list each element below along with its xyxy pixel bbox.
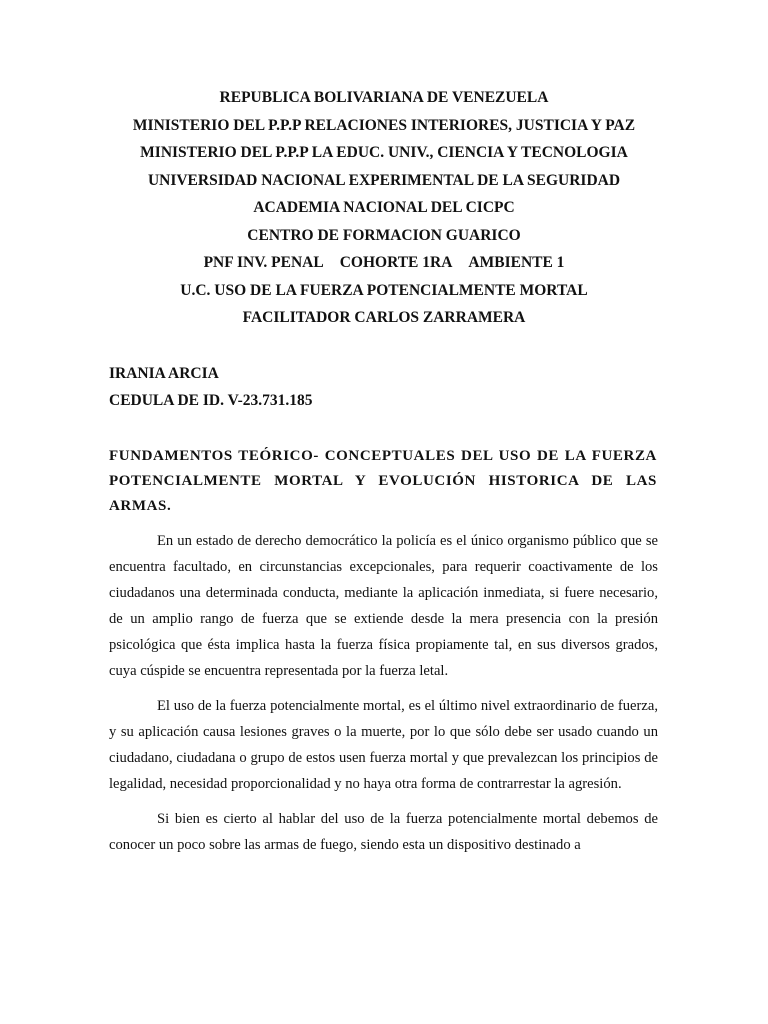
header-line-facilitator: FACILITADOR CARLOS ZARRAMERA <box>242 309 526 326</box>
student-id: CEDULA DE ID. V-23.731.185 <box>109 392 313 409</box>
header-line-academy: ACADEMIA NACIONAL DEL CICPC <box>253 199 515 216</box>
program-ambiente: AMBIENTE 1 <box>468 254 565 271</box>
header-line-country: REPUBLICA BOLIVARIANA DE VENEZUELA <box>219 89 549 106</box>
paragraph: Si bien es cierto al hablar del uso de la fuerza potencialmente mortal debemos de conocer un poco sobre las armas de fuego, siendo esta un dispositivo destinado a <box>109 811 658 853</box>
header-line-program <box>100 249 668 277</box>
student-info <box>109 360 669 414</box>
program-pnf: PNF INV. PENAL <box>203 254 324 271</box>
header-line-course: U.C. USO DE LA FUERZA POTENCIALMENTE MORTAL <box>180 281 588 299</box>
header-line-ministry-interior: MINISTERIO DEL P.P.P RELACIONES INTERIORES, JUSTICIA Y PAZ <box>132 116 636 134</box>
program-cohorte: COHORTE 1RA <box>339 254 453 271</box>
document-body <box>109 528 658 867</box>
header-line-university: UNIVERSIDAD NACIONAL EXPERIMENTAL DE LA SEGURIDAD <box>147 171 621 189</box>
header-line-ministry-education: MINISTERIO DEL P.P.P LA EDUC. UNIV., CIENCIA Y TECNOLOGIA <box>140 144 628 161</box>
header-line-center: CENTRO DE FORMACION GUARICO <box>247 226 521 244</box>
paragraph: El uso de la fuerza potencialmente mortal, es el último nivel extraordinario de fuerza, y su aplicación causa lesiones graves o la muerte, por lo que sólo debe ser usado cuando un ciudadano, ciudadana o grupo de estos usen fuerza mortal y que prevalezcan los principios de legalidad, necesidad proporcionalidad y no haya otra forma de contrarrestar la agresión. <box>109 698 658 792</box>
document-header <box>100 84 668 332</box>
student-name: IRANIA ARCIA <box>109 365 219 382</box>
section-title: FUNDAMENTOS TEÓRICO- CONCEPTUALES DEL USO DE LA FUERZA POTENCIALMENTE MORTAL Y EVOLUCIÓN HISTORICA DE LAS ARMAS. <box>109 448 657 514</box>
paragraph: En un estado de derecho democrático la policía es el único organismo público que se encuentra facultado, en circunstancias excepcionales, para requerir coactivamente de los ciudadanos una determinada conducta, mediante la aplicación inmediata, si fuere necesario, de un amplio rango de fuerza que se extiende desde la mera presencia con la presión psicológica que ésta implica hasta la fuerza física propiamente tal, en sus diversos grados, cuya cúspide se encuentra representada por la fuerza letal. <box>109 533 658 679</box>
